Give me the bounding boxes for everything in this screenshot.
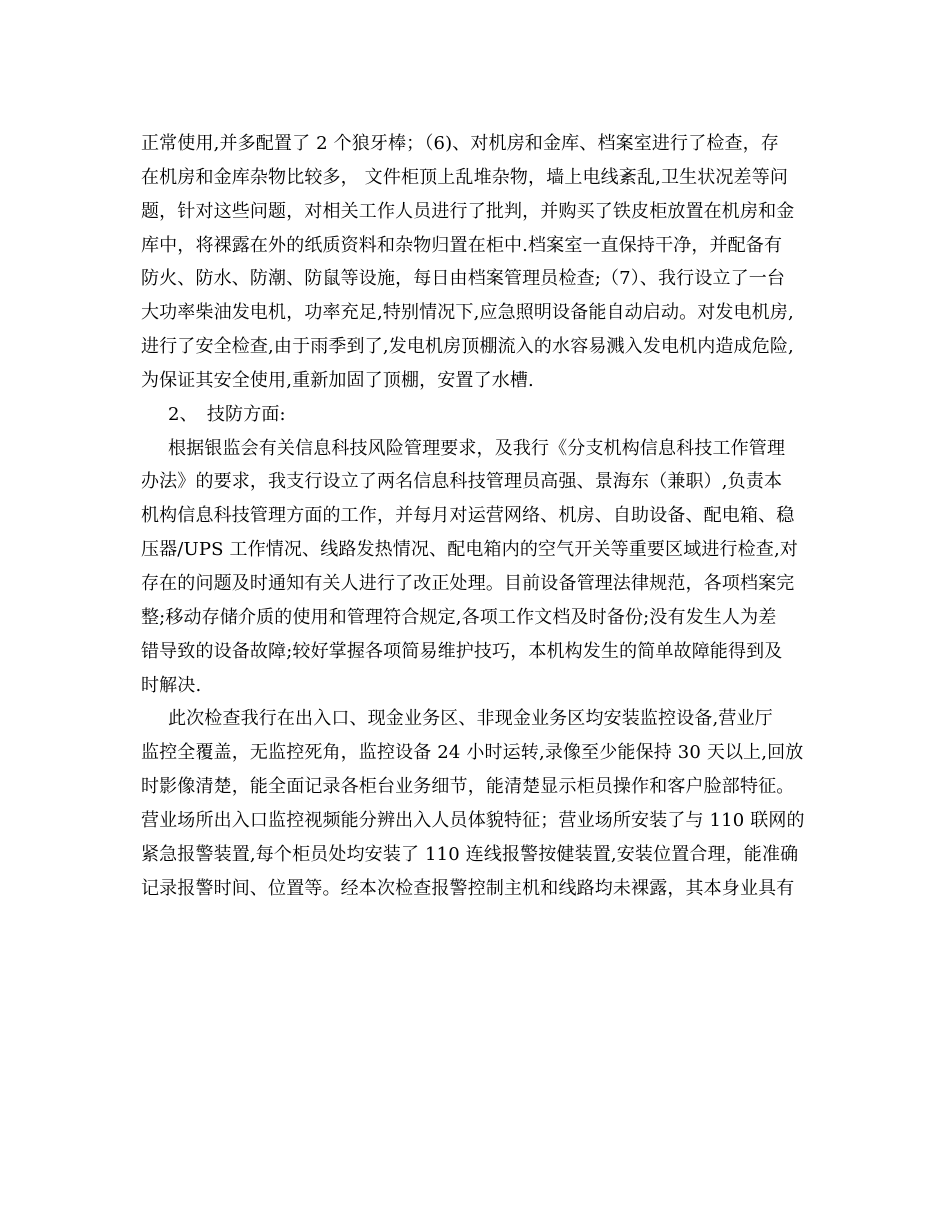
text-line: 记录报警时间、位置等。经本次检查报警控制主机和线路均未裸露，其本身业具有 bbox=[141, 877, 795, 899]
text-line: 进行了安全检查,由于雨季到了,发电机房顶棚流入的水容易溅入发电机内造成危险, bbox=[141, 336, 794, 358]
text-line: 紧急报警装置,每个柜员处均安装了 110 连线报警按健装置,安装位置合理，能准确 bbox=[141, 843, 799, 865]
body-text bbox=[141, 127, 811, 905]
text-line: 库中，将裸露在外的纸质资料和杂物归置在柜中.档案室一直保持干净，并配备有 bbox=[141, 234, 783, 256]
text-line: 正常使用,并多配置了 2 个狼牙棒；（6)、对机房和金库、档案室进行了检查，存 bbox=[141, 133, 779, 154]
text-line: 大功率柴油发电机，功率充足,特别情况下,应急照明设备能自动启动。对发电机房, bbox=[141, 302, 794, 324]
text-line: 防火、防水、防潮、防鼠等设施，每日由档案管理员检查;（7）、我行设立了一台 bbox=[141, 268, 786, 290]
section-heading: 2、 技防方面: bbox=[168, 403, 286, 425]
text-line: 为保证其安全使用,重新加固了顶棚，安置了水槽. bbox=[141, 369, 534, 391]
text-line: 在机房和金库杂物比较多， 文件柜顶上乱堆杂物，墙上电线紊乱,卫生状况差等问 bbox=[141, 166, 788, 188]
text-line: 存在的问题及时通知有关人进行了改正处理。目前设备管理法律规范，各项档案完 bbox=[141, 572, 795, 594]
text-line: 机构信息科技管理方面的工作，并每月对运营网络、机房、自助设备、配电箱、稳 bbox=[141, 505, 795, 527]
text-line: 题，针对这些问题，对相关工作人员进行了批判，并购买了铁皮柜放置在机房和金 bbox=[141, 200, 795, 222]
text-line: 压器/UPS 工作情况、线路发热情况、配电箱内的空气开关等重要区域进行检查,对 bbox=[141, 539, 798, 561]
text-line: 整;移动存储介质的使用和管理符合规定,各项工作文档及时备份;没有发生人为差 bbox=[141, 606, 777, 628]
text-line: 监控全覆盖，无监控死角，监控设备 24 小时运转,录像至少能保持 30 天以上,回放 bbox=[141, 742, 804, 764]
text-line: 时解决. bbox=[141, 674, 202, 696]
text-line: 办法》的要求，我支行设立了两名信息科技管理员高强、景海东（兼职）,负责本 bbox=[141, 471, 783, 493]
text-line: 根据银监会有关信息科技风险管理要求，及我行《分支机构信息科技工作管理 bbox=[168, 437, 786, 459]
text-line: 此次检查我行在出入口、现金业务区、非现金业务区均安装监控设备,营业厅 bbox=[168, 708, 773, 730]
text-line: 时影像清楚，能全面记录各柜台业务细节，能清楚显示柜员操作和客户脸部特征。 bbox=[141, 776, 795, 798]
text-line: 营业场所出入口监控视频能分辨出入人员体貌特征；营业场所安装了与 110 联网的 bbox=[141, 809, 805, 831]
text-line: 错导致的设备故障;较好掌握各项简易维护技巧，本机构发生的简单故障能得到及 bbox=[141, 640, 783, 662]
